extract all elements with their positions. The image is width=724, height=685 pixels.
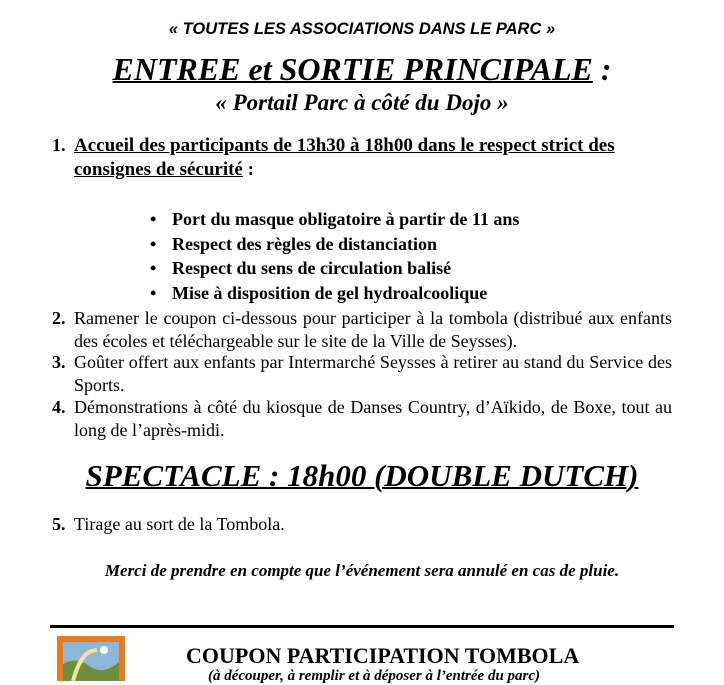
list-item-2 bbox=[0, 307, 724, 353]
list-item-3 bbox=[0, 351, 724, 397]
list-item-5-text: Tirage au sort de la Tombola. bbox=[74, 514, 285, 534]
bullet-text: Port du masque obligatoire à partir de 11 ans bbox=[172, 209, 520, 229]
main-title-text: ENTREE et SORTIE PRINCIPALE bbox=[112, 51, 593, 87]
bullet-item bbox=[150, 207, 519, 232]
list-item-5-number: 5. bbox=[52, 514, 66, 534]
bullet-dot-icon: • bbox=[150, 233, 157, 254]
coupon-title: COUPON PARTICIPATION TOMBOLA bbox=[186, 643, 580, 668]
list-item-1-tail: : bbox=[242, 159, 254, 180]
list-item-4-text: Démonstrations à côté du kiosque de Danses Country, d’Aïkido, de Boxe, tout au long de l’après-midi. bbox=[74, 397, 672, 440]
list-item-4-number: 4. bbox=[52, 397, 66, 417]
bullet-dot-icon: • bbox=[150, 258, 157, 278]
list-item-4 bbox=[0, 396, 724, 442]
coupon-subtitle: (à découper, à remplir et à déposer à l’entrée du parc) bbox=[208, 668, 541, 684]
bullet-text: Respect du sens de circulation balisé bbox=[172, 258, 452, 278]
bullet-dot-icon: • bbox=[150, 282, 157, 303]
bullet-item bbox=[150, 256, 519, 281]
bullet-text: Mise à disposition de gel hydroalcoolique bbox=[172, 282, 488, 303]
subtitle-portail: « Portail Parc à côté du Dojo » bbox=[215, 90, 509, 115]
list-item-2-number: 2. bbox=[52, 308, 66, 328]
main-title-colon: : bbox=[592, 51, 612, 87]
coupon-divider bbox=[50, 625, 674, 628]
seysses-logo-icon bbox=[57, 636, 125, 681]
main-title bbox=[0, 50, 724, 88]
bullet-item bbox=[150, 281, 519, 306]
list-item-3-text: Goûter offert aux enfants par Intermarché Seysses à retirer au stand du Service des Sports. bbox=[74, 352, 672, 395]
list-item-3-number: 3. bbox=[52, 352, 66, 372]
safety-bullet-list bbox=[150, 207, 519, 305]
rain-notice: Merci de prendre en compte que l’événement sera annulé en cas de pluie. bbox=[104, 561, 620, 580]
list-item-5 bbox=[0, 513, 724, 537]
bullet-item bbox=[150, 232, 519, 257]
banner-associations: « TOUTES LES ASSOCIATIONS DANS LE PARC » bbox=[168, 20, 556, 38]
bullet-text: Respect des règles de distanciation bbox=[172, 233, 437, 254]
list-item-1-underlined: Accueil des participants de 13h30 à 18h00 dans le respect strict des consignes de sécurité bbox=[74, 135, 615, 180]
list-item-1 bbox=[0, 134, 724, 184]
spectacle-heading bbox=[0, 458, 724, 494]
list-item-2-text: Ramener le coupon ci-dessous pour participer à la tombola (distribué aux enfants des écoles et téléchargeable sur le site de la Ville de Seysses). bbox=[74, 308, 672, 351]
list-item-1-number: 1. bbox=[52, 135, 66, 155]
spectacle-text: SPECTACLE : 18h00 (DOUBLE DUTCH) bbox=[85, 458, 639, 493]
bullet-dot-icon: • bbox=[150, 209, 157, 229]
logo-graphic bbox=[57, 636, 125, 681]
list-item-1-text bbox=[74, 134, 672, 182]
